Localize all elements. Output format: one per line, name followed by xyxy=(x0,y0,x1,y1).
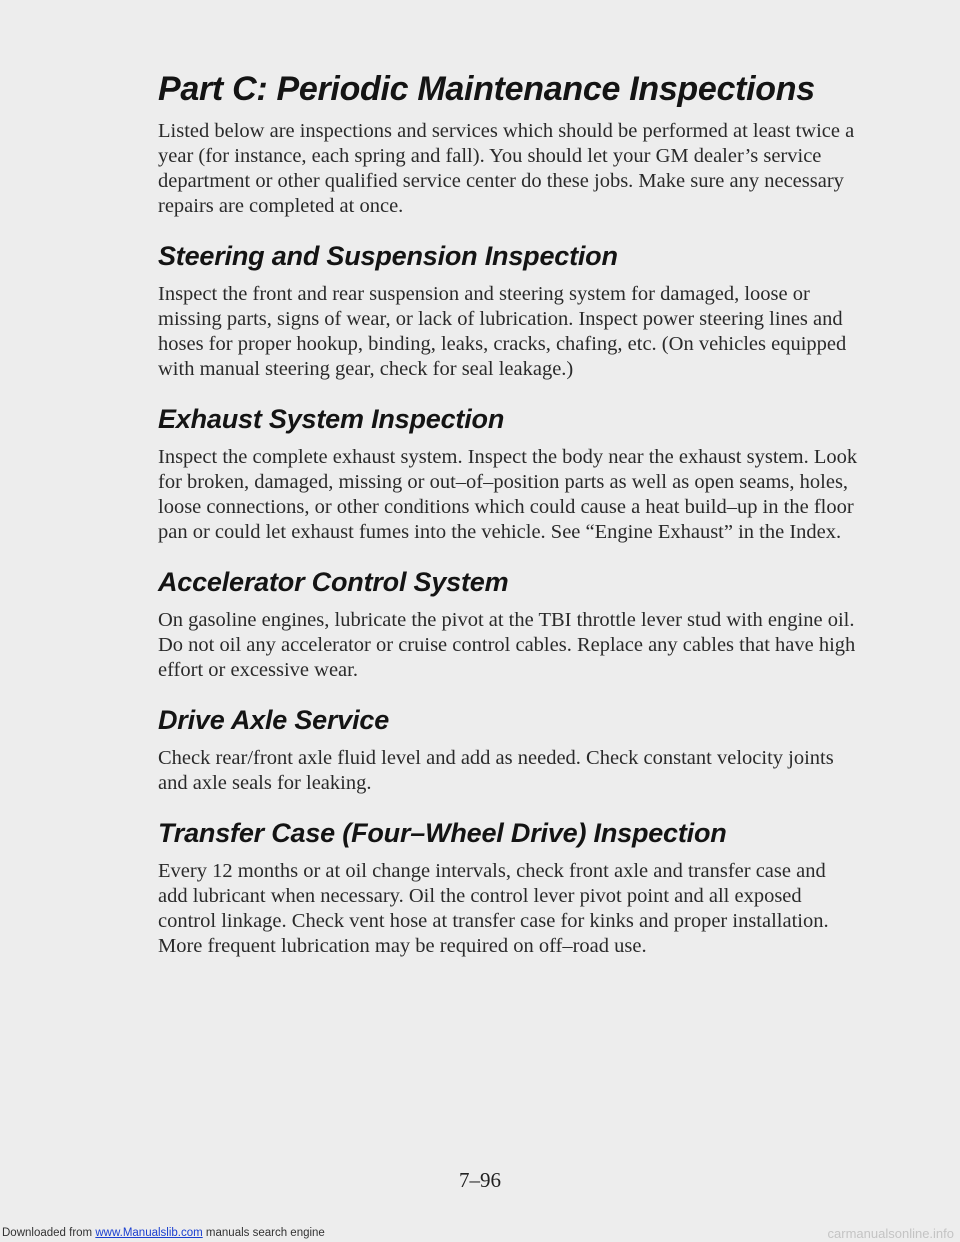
section-heading-drive-axle: Drive Axle Service xyxy=(158,705,390,735)
intro-paragraph: Listed below are inspections and services which should be performed at least twice a year (for instance, each spring and fall). You should let your GM dealer’s service department or other qualified service center do these jobs. Make sure any necessary repairs are completed at once. xyxy=(158,120,855,217)
section-body-drive-axle: Check rear/front axle fluid level and add as needed. Check constant velocity joints and axle seals for leaking. xyxy=(158,747,834,794)
manualslib-link[interactable]: www.Manualslib.com xyxy=(95,1227,203,1239)
section-body-transfer-case: Every 12 months or at oil change intervals, check front axle and transfer case and add lubricant when necessary. Oil the control lever pivot point and all exposed control linkage. Check vent hose at transfer case for kinks and proper installation. More frequent lubrication may be required on off–road use. xyxy=(158,860,829,957)
footer-prefix: Downloaded from xyxy=(2,1227,93,1239)
section-heading-steering: Steering and Suspension Inspection xyxy=(158,241,618,271)
section-body-steering: Inspect the front and rear suspension and steering system for damaged, loose or missing parts, signs of wear, or lack of lubrication. Inspect power steering lines and hoses for proper hookup, binding, leaks, cracks, chafing, etc. (On vehicles equipped with manual steering gear, check for seal leakage.) xyxy=(158,283,847,380)
page-title: Part C: Periodic Maintenance Inspections xyxy=(158,70,815,108)
section-heading-exhaust: Exhaust System Inspection xyxy=(158,404,505,434)
section-body-accelerator: On gasoline engines, lubricate the pivot at the TBI throttle lever stud with engine oil. Do not oil any accelerator or cruise control cables. Replace any cables that have high effort or excessive wear. xyxy=(158,609,856,681)
footer-suffix: manuals search engine xyxy=(205,1227,325,1239)
section-heading-transfer-case: Transfer Case (Four–Wheel Drive) Inspection xyxy=(158,818,727,848)
section-body-exhaust: Inspect the complete exhaust system. Inspect the body near the exhaust system. Look for broken, damaged, missing or out–of–position parts as well as open seams, holes, loose connections, or other conditions which could cause a heat build–up in the floor pan or could let exhaust fumes into the vehicle. See “Engine Exhaust” in the Index. xyxy=(158,446,858,543)
footer-attribution xyxy=(2,1227,325,1239)
download-footer xyxy=(0,1226,960,1242)
watermark: carmanualsonline.info xyxy=(827,1226,954,1241)
section-heading-accelerator: Accelerator Control System xyxy=(158,567,509,597)
page-content xyxy=(158,70,858,959)
page-number: 7–96 xyxy=(459,1168,501,1192)
